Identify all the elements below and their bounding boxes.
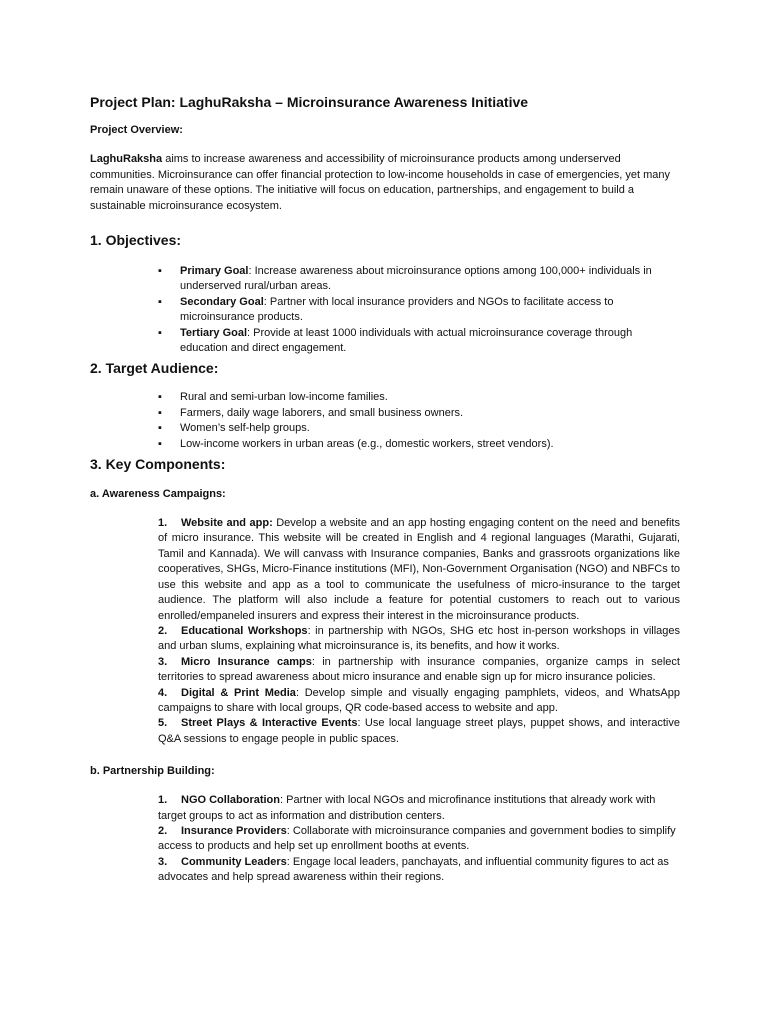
bullet-icon: ▪ bbox=[158, 326, 162, 339]
brand-name: LaghuRaksha bbox=[90, 153, 163, 165]
document-body bbox=[90, 92, 680, 886]
list-item: ▪ Tertiary Goal: Provide at least 1000 individuals with actual microinsurance coverage through education and direct engagement. bbox=[158, 326, 633, 355]
list-item: ▪ Low-income workers in urban areas (e.g., domestic workers, street vendors). bbox=[158, 437, 680, 452]
awareness-heading: a. Awareness Campaigns: bbox=[90, 488, 226, 501]
partnership-list bbox=[90, 793, 680, 885]
list-item: ▪ Primary Goal: Increase awareness about microinsurance options among 100,000+ individuals in underserved rural/urban areas. bbox=[158, 265, 652, 293]
list-item: ▪ Rural and semi-urban low-income families. bbox=[158, 390, 680, 405]
list-item: 1. NGO Collaboration: Partner with local NGOs and microfinance institutions that already work with target groups to act as information and distribution centers. bbox=[158, 794, 656, 822]
objectives-list bbox=[90, 264, 680, 356]
bullet-icon: ▪ bbox=[158, 437, 162, 450]
list-item: ▪ Farmers, daily wage laborers, and small business owners. bbox=[158, 406, 680, 421]
awareness-list bbox=[90, 516, 680, 747]
list-item: 4. Digital & Print Media: Develop simple and visually engaging pamphlets, videos, and WhatsApp campaigns to share with local groups, QR code-based access to website and app. bbox=[158, 686, 680, 714]
audience-heading: 2. Target Audience: bbox=[90, 360, 219, 377]
bullet-icon: ▪ bbox=[158, 265, 162, 277]
bullet-icon: ▪ bbox=[158, 422, 162, 435]
bullet-icon: ▪ bbox=[158, 406, 162, 419]
overview-paragraph bbox=[90, 152, 680, 214]
list-item: 3. Micro Insurance camps: in partnership with insurance companies, organize camps in select territories to spread awareness about micro insurance and enable sign up for micro insurance policies. bbox=[158, 655, 680, 684]
audience-list bbox=[90, 390, 680, 452]
list-item: 2. Educational Workshops: in partnership with NGOs, SHG etc host in-person workshops in villages and urban slums, explaining what microinsurance is, its benefits, and how it works. bbox=[158, 624, 681, 653]
components-heading: 3. Key Components: bbox=[90, 456, 226, 473]
overview-label: Project Overview: bbox=[90, 124, 183, 136]
list-item: 1. Website and app: Develop a website and an app hosting engaging content on the need and benefits of micro insurance. This website will be created in English and 4 regional languages (Marathi, Gujarati, Tamil and Kannada). We will canvass with Insurance companies, Banks and grassroots organizations like cooperatives, SHGs, Micro-Finance institutions (MFI), Non-Government Organisation (NGO) and NBFCs to use this website and app as a tool to communicate the usefulness of micro-insurance to the target audience. The platform will also include a feature for potential customers to reach out to various enrolled/empaneled insurers and express their interest in the microinsurance products. bbox=[158, 517, 680, 622]
list-item: 3. Community Leaders: Engage local leaders, panchayats, and influential community figures to act as advocates and help spread awareness within their regions. bbox=[158, 855, 669, 884]
bullet-icon: ▪ bbox=[158, 295, 162, 308]
bullet-icon: ▪ bbox=[158, 391, 162, 404]
list-item: ▪ Women’s self-help groups. bbox=[158, 421, 680, 436]
partnership-heading: b. Partnership Building: bbox=[90, 765, 215, 778]
overview-text: aims to increase awareness and accessibility of microinsurance products among underserved communities. Microinsurance can offer financial protection to low-income households in case of emergencies, yet many remain unaware of these options. The initiative will focus on education, partnerships, and engagement to build a sustainable microinsurance ecosystem. bbox=[90, 153, 671, 212]
list-item: 2. Insurance Providers: Collaborate with microinsurance companies and government bodies to simplify access to products and help set up enrollment booths at events. bbox=[158, 824, 676, 853]
list-item: ▪ Secondary Goal: Partner with local insurance providers and NGOs to facilitate access to microinsurance products. bbox=[158, 295, 614, 324]
document-title: Project Plan: LaghuRaksha – Microinsurance Awareness Initiative bbox=[90, 94, 529, 110]
objectives-heading: 1. Objectives: bbox=[90, 232, 182, 248]
list-item: 5. Street Plays & Interactive Events: Use local language street plays, puppet shows, and interactive Q&A sessions to engage people in public spaces. bbox=[158, 717, 680, 745]
